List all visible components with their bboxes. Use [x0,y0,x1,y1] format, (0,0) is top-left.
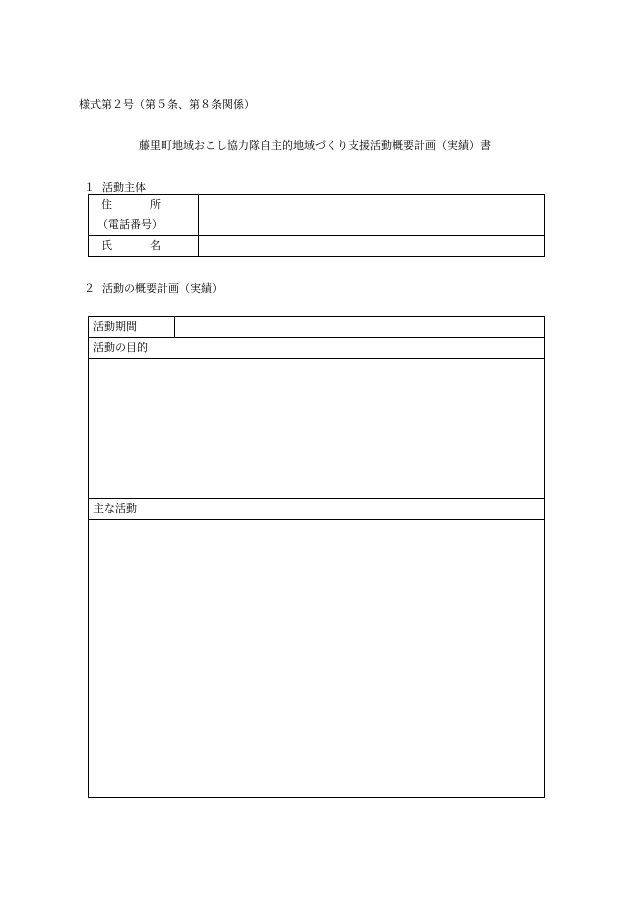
main-activities-label: 主な活動 [89,499,545,520]
name-row [89,236,545,257]
section1-heading [84,179,146,195]
name-label: 氏 名 [101,239,161,252]
purpose-body-row [89,359,545,499]
address-row [89,195,545,236]
address-label: 住 所 [101,198,161,211]
section1-number: １ [84,181,95,194]
document-title: 藤里町地域おこし協力隊自主的地域づくり支援活動概要計画（実績）書 [139,139,491,152]
name-value-cell[interactable] [199,236,545,257]
phone-label: （電話番号） [97,218,163,231]
section1-heading-text: 活動主体 [102,181,146,194]
section2-number: ２ [84,282,95,295]
address-label-cell [89,195,199,236]
purpose-value-cell[interactable] [89,359,545,499]
activity-entity-table [88,194,545,257]
section2-heading-text: 活動の概要計画（実績） [102,282,223,295]
purpose-label: 活動の目的 [89,338,545,359]
main-activities-value-cell[interactable] [89,520,545,798]
period-value-cell[interactable] [175,317,545,338]
main-activities-body-row [89,520,545,798]
main-activities-label-row [89,499,545,520]
activity-plan-table [88,316,545,798]
name-label-cell [89,236,199,257]
purpose-label-row [89,338,545,359]
section2-heading [84,280,223,296]
address-value-cell[interactable] [199,195,545,236]
form-number: 様式第２号（第５条、第８条関係） [79,98,255,111]
period-row [89,317,545,338]
period-label: 活動期間 [89,317,175,338]
